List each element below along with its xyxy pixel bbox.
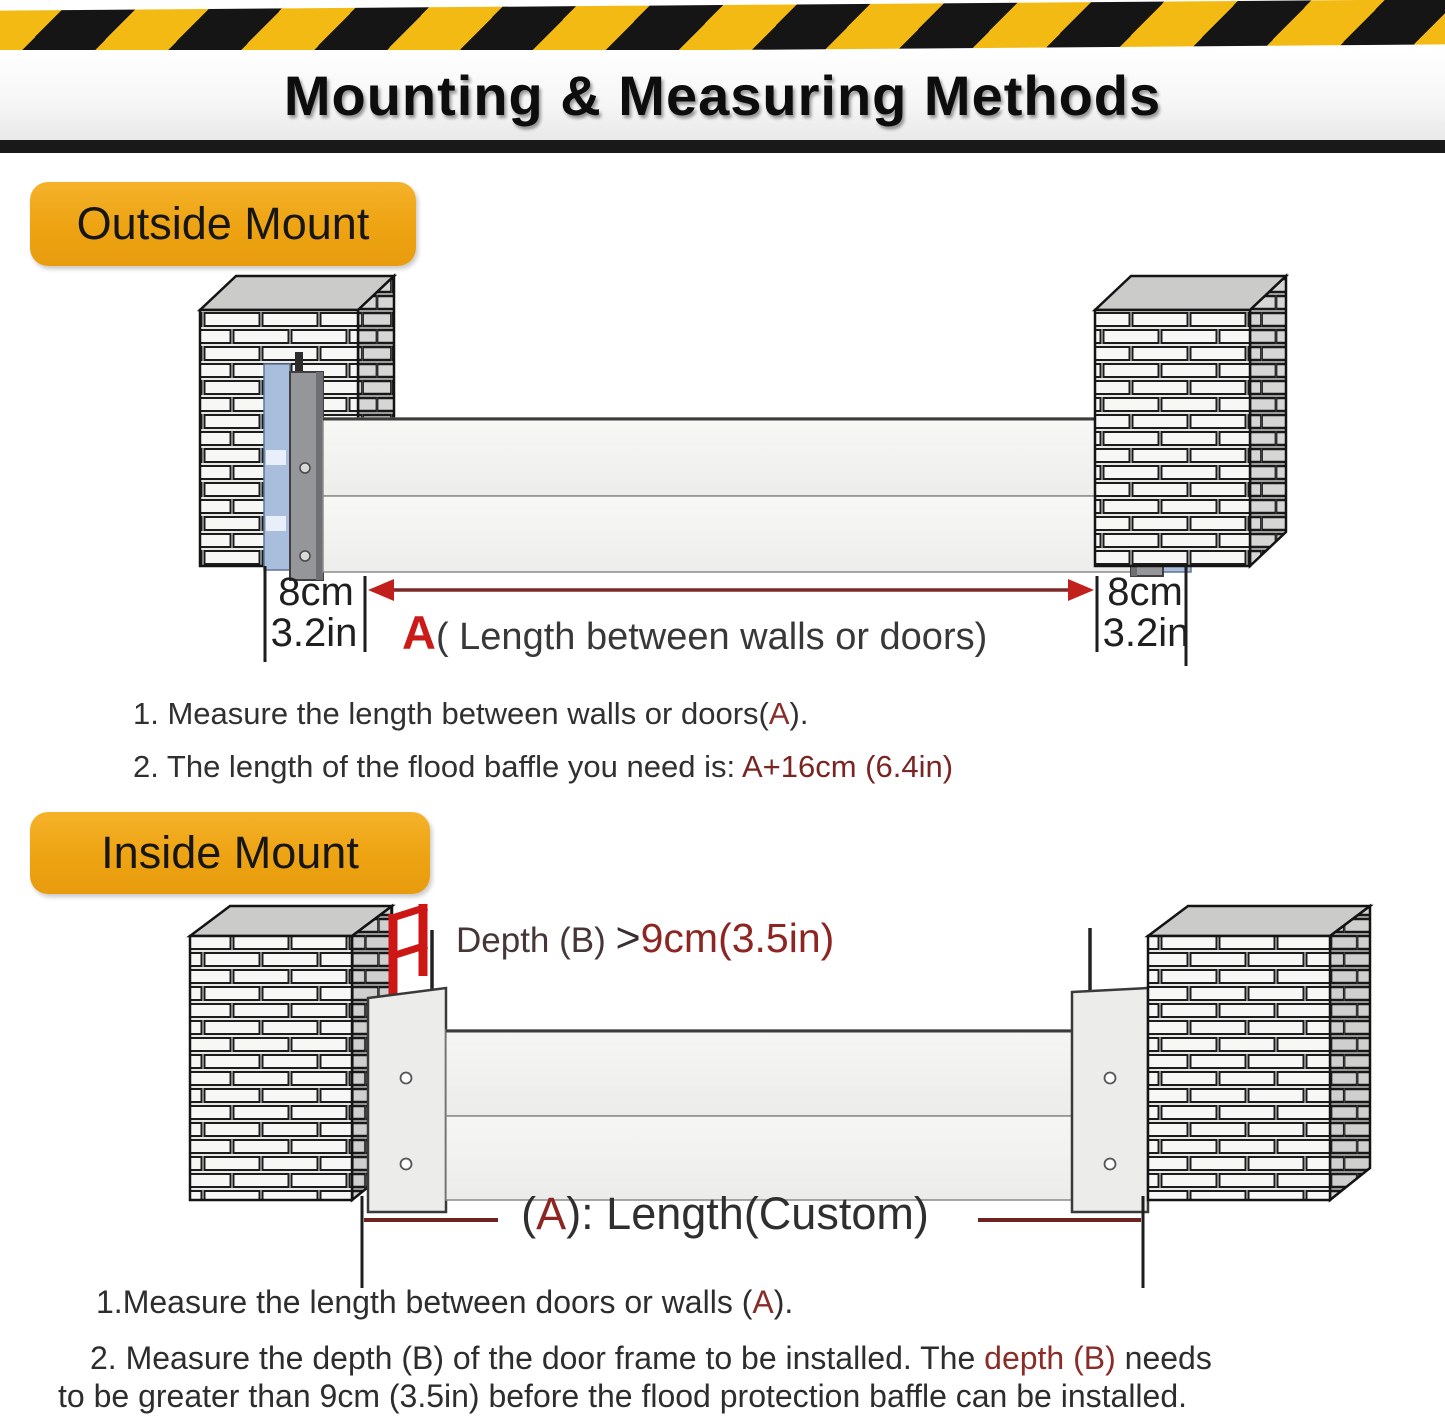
depth-value: 9cm(3.5in) xyxy=(640,915,835,961)
depth-label-text: Depth (B) xyxy=(456,921,616,960)
page-title: Mounting & Measuring Methods xyxy=(283,64,1162,127)
span-length-text: ( Length between walls or doors) xyxy=(435,616,988,658)
span-length-label xyxy=(402,605,987,660)
left-inside-channel xyxy=(368,988,446,1212)
header-divider-bar xyxy=(0,140,1445,153)
inside-step-2: 2. Measure the depth (B) of the door frame to be installed. The depth (B) needs xyxy=(90,1340,1212,1376)
depth-gt-sign: > xyxy=(615,914,641,962)
section-label-inside-mount: Inside Mount xyxy=(30,812,430,894)
brick-pillar-right xyxy=(1095,276,1286,566)
inside-step-2-continued: to be greater than 9cm (3.5in) before the flood protection baffle can be installed. xyxy=(58,1378,1188,1414)
dimension-arrow xyxy=(368,579,1094,601)
length-letter: A xyxy=(536,1188,567,1239)
flood-barrier-panels xyxy=(323,418,1131,572)
section-label-outside-mount: Outside Mount xyxy=(30,182,416,266)
outside-step-1: 1. Measure the length between walls or doors(A). xyxy=(133,696,809,731)
depth-label xyxy=(456,914,834,963)
outside-mount-steps xyxy=(133,696,953,785)
outside-step-2: 2. The length of the flood baffle you need is: A+16cm (6.4in) xyxy=(133,749,954,784)
left-offset-in: 3.2in xyxy=(270,611,358,655)
length-custom-label: (A): Length(Custom) xyxy=(521,1188,929,1239)
left-offset-cm: 8cm xyxy=(278,570,354,614)
left-mount-channel xyxy=(264,352,323,580)
span-length-letter: A xyxy=(402,606,436,659)
depth-gauge-marker xyxy=(389,904,432,996)
right-offset-in: 3.2in xyxy=(1102,611,1190,655)
hazard-stripes xyxy=(0,0,1445,56)
right-offset-cm: 8cm xyxy=(1107,570,1183,614)
brick-pillar-left-inside xyxy=(190,906,392,1200)
right-inside-channel xyxy=(1072,928,1148,1212)
brick-pillar-right-inside xyxy=(1148,906,1370,1200)
title-band xyxy=(0,50,1445,140)
flood-barrier-panels-inside xyxy=(446,1030,1072,1200)
inside-step-1: 1.Measure the length between doors or walls (A). xyxy=(96,1284,794,1320)
